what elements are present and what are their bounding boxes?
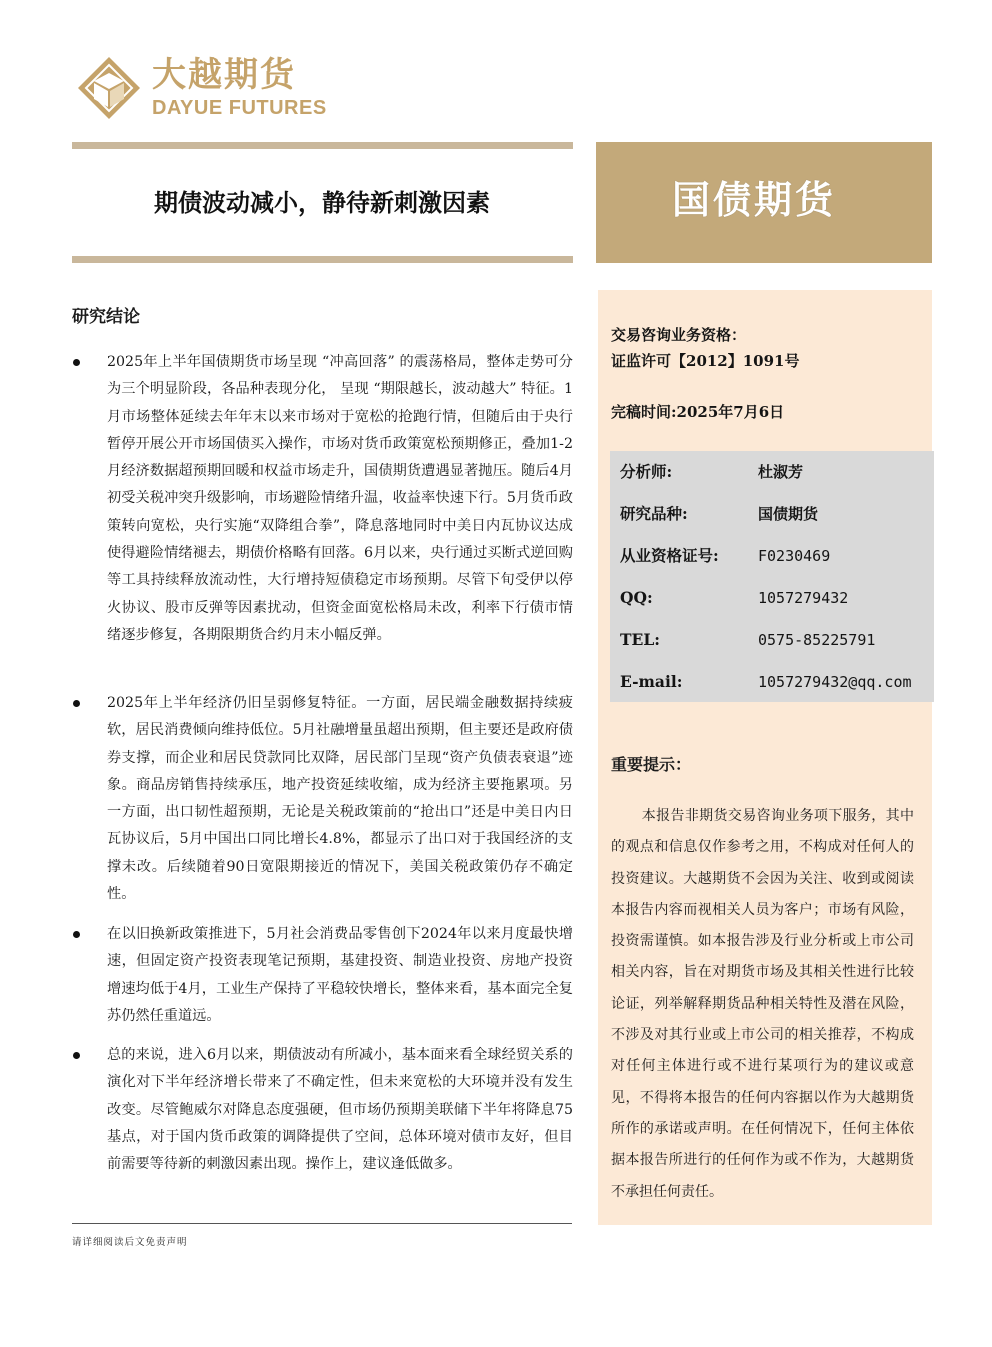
analyst-label: 分析师: [620, 462, 673, 481]
brand-name-en: DAYUE FUTURES [152, 97, 327, 119]
category-label: 国债期货 [671, 178, 836, 222]
qualification-label: 交易咨询业务资格： [611, 326, 747, 344]
footer-divider [72, 1223, 572, 1224]
tel-label: TEL: [620, 630, 660, 649]
notice-body: 本报告非期货交易咨询业务项下服务，其中的观点和信息仅作参考之用，不构成对任何人的投资建议。大越期货不会因为关注、收到或阅读本报告内容而视相关人员为客户；市场有风险，投资需谨慎。如本报告涉及行业分析或上市公司相关内容，旨在对期货市场及其相关性进行比较论证，列举解释期货品种相关特性及潜在风险，不涉及对其行业或上市公司的相关推荐，不构成对任何主体进行或不进行某项行为的建议或意见，不得将本报告的任何内容据以作为大越期货所作的承诺或声明。在任何情况下，任何主体依据本报告所进行的任何作为或不作为，大越期货不承担任何责任。 [611, 808, 914, 1200]
certificate-number: F0230469 [758, 547, 831, 565]
conclusion-paragraph-1: 2025年上半年国债期货市场呈现 “冲高回落” 的震荡格局，整体走势可分为三个明显阶段，各品种表现分化， 呈现 “期限越长，波动越大” 特征。1月市场整体延续去年年末以来市场对于宽松的抢跑行情，但随后由于央行暂停开展公开市场国债买入操作，市场对货币政策宽松预期修正，叠加1-2月经济数据超预期回暖和权益市场走升，国债期货遭遇显著抛压。随后4月初受关税冲突升级影响，市场避险情绪升温，收益率快速下行。5月货币政策转向宽松，央行实施“双降组合拳”，降息落地同时中美日内瓦协议达成使得避险情绪褪去，期债价格略有回落。6月以来，央行通过买断式逆回购等工具持续释放流动性，大行增持短债稳定市场预期。尽管下旬受伊以停火协议、股市反弹等因素扰动，但资金面宽松格局未改，利率下行债市情绪逐步修复，各期限期货合约月末小幅反弹。 [107, 354, 573, 643]
analyst-info-box [610, 451, 934, 702]
conclusion-paragraph-4: 总的来说，进入6月以来，期债波动有所减小，基本面来看全球经贸关系的演化对下半年经济增长带来了不确定性，但未来宽松的大环境并没有发生改变。尽管鲍威尔对降息态度强硬，但市场仍预期美联储下半年将降息75基点，对于国内货币政策的调降提供了空间，总体环境对债市友好，但目前需要等待新的刺激因素出现。操作上，建议逢低做多。 [107, 1047, 573, 1173]
analyst-name: 杜淑芳 [758, 463, 804, 481]
bullet-marker [73, 931, 80, 938]
qq-value: 1057279432 [758, 589, 849, 607]
email-label: E-mail: [620, 672, 683, 691]
report-title: 期债波动减小，静待新刺激因素 [154, 188, 490, 217]
title-top-rule [72, 142, 573, 149]
section-heading: 研究结论 [72, 307, 140, 327]
email-value: 1057279432@qq.com [758, 673, 912, 691]
bullet-marker [73, 359, 80, 366]
research-variety-label: 研究品种: [620, 504, 688, 523]
bullet-marker [73, 1052, 80, 1059]
brand-name-cn: 大越期货 [152, 55, 296, 95]
research-variety-value: 国债期货 [758, 505, 819, 523]
license-number: 证监许可【2012】1091号 [611, 352, 800, 370]
certificate-label: 从业资格证号: [620, 546, 719, 565]
completion-date: 完稿时间:2025年7月6日 [611, 403, 785, 421]
notice-heading: 重要提示： [611, 755, 692, 774]
tel-value: 0575-85225791 [758, 631, 876, 649]
title-bottom-rule [72, 256, 573, 263]
conclusion-paragraph-2: 2025年上半年经济仍旧呈弱修复特征。一方面，居民端金融数据持续疲软，居民消费倾向维持低位。5月社融增量虽超出预期，但主要还是政府债券支撑，而企业和居民贷款同比双降，居民部门呈现“资产负债表衰退”迹象。商品房销售持续承压，地产投资延续收缩，成为经济主要拖累项。另一方面，出口韧性超预期，无论是关税政策前的“抢出口”还是中美日内日瓦协议后，5月中国出口同比增长4.8%，都显示了出口对于我国经济的支撑未改。后续随着90日宽限期接近的情况下，美国关税政策仍存不确定性。 [107, 695, 573, 903]
bullet-marker [73, 700, 80, 707]
qq-label: QQ: [620, 588, 653, 607]
conclusion-paragraph-3: 在以旧换新政策推进下，5月社会消费品零售创下2024年以来月度最快增速，但固定资产投资表现笔记预期，基建投资、制造业投资、房地产投资增速均低于4月，工业生产保持了平稳较快增长，整体来看，基本面完全复苏仍然任重道远。 [107, 926, 573, 1024]
dayue-logo-icon [76, 55, 142, 121]
disclaimer-note: 请详细阅读后文免责声明 [72, 1237, 188, 1248]
